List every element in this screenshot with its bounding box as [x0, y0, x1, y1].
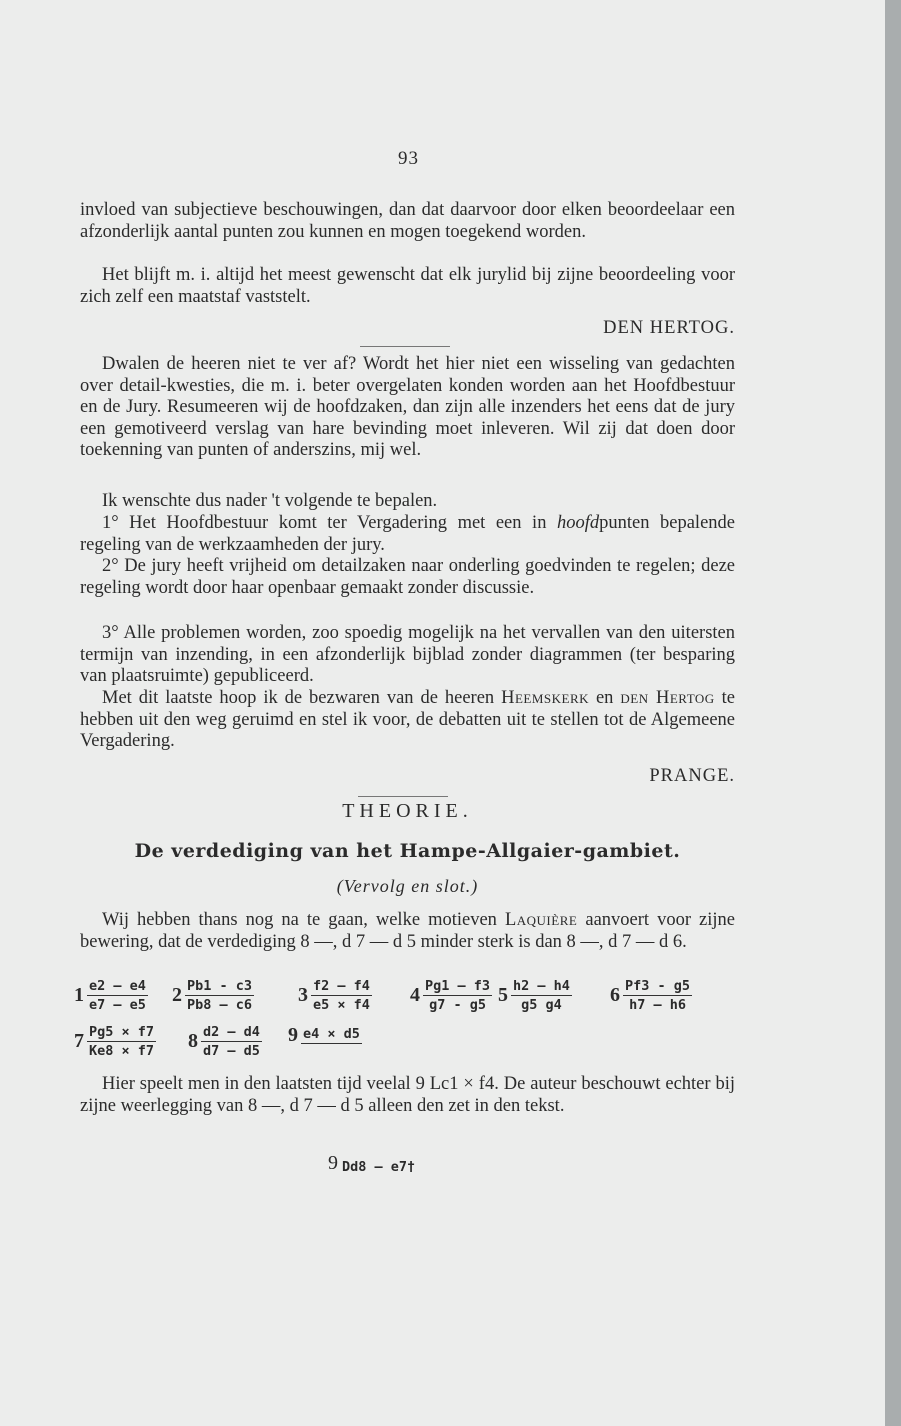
move-number: 3: [298, 984, 308, 1006]
paragraph-8-a: Met dit laatste hoop ik de bezwaren van de heeren: [102, 688, 502, 708]
move-fraction: [87, 1024, 156, 1059]
white-move: d2 – d4: [203, 1024, 260, 1040]
white-move: h2 – h4: [513, 978, 570, 994]
move-7: [74, 1024, 156, 1059]
black-move: Pb8 – c6: [187, 997, 253, 1013]
black-move: h7 – h6: [629, 997, 686, 1013]
move-fraction: [511, 978, 572, 1013]
black-move: e7 – e5: [89, 997, 146, 1013]
name-den-hertog: den Hertog: [620, 688, 715, 708]
paragraph-10: Hier speelt men in den laatsten tijd veelal 9 Lc1 × f4. De auteur beschouwt echter bij zijne weerlegging van 8 —, d 7 — d 5 alleen den zet in den tekst.: [80, 1074, 735, 1116]
move-8: [188, 1024, 262, 1059]
white-move: Pf3 - g5: [625, 978, 691, 994]
black-move: e5 × f4: [313, 997, 370, 1013]
page-number: 93: [398, 148, 419, 169]
paragraph-2: Het blijft m. i. altijd het meest gewenscht dat elk jurylid bij zijne beoordeeling voor zich zelf een maatstaf vaststelt.: [80, 265, 735, 307]
final-move-number: 9: [328, 1152, 338, 1174]
black-move: d7 – d5: [203, 1043, 260, 1059]
move-fraction: [201, 1024, 262, 1059]
paragraph-3: Dwalen de heeren niet te ver af? Wordt het hier niet een wisseling van gedachten over detail-kwesties, die m. i. beter overgelaten konden worden aan het Hoofdbestuur en de Jury. Resumeeren wij de hoofdzaken, dan zijn alle inzenders het eens dat de jury een gemotiveerd verslag van hare bevinding moet inleveren. Wil zij dat doen door toekenning van punten of anderszins, mij wel.: [80, 354, 735, 460]
move-6: [610, 978, 692, 1013]
paragraph-9-a: Wij hebben thans nog na te gaan, welke motieven: [102, 910, 505, 930]
move-5: [498, 978, 572, 1013]
separator-rule-2: [358, 796, 448, 797]
move-fraction: [301, 1026, 362, 1045]
white-move: Pb1 - c3: [187, 978, 253, 994]
section-note: (Vervolg en slot.): [336, 876, 479, 896]
white-move: f2 – f4: [313, 978, 370, 994]
move-number: 9: [288, 1024, 298, 1046]
paragraph-5-a: 1° Het Hoofdbestuur komt ter Vergadering met een in: [102, 513, 557, 533]
move-9: [288, 1024, 362, 1047]
move-number: 8: [188, 1030, 198, 1052]
paragraph-9-b: aanvoert voor zijne bewering, dat de verdediging 8 —, d 7 — d 5 minder sterk is dan 8 —, d 7 — d 6.: [80, 910, 735, 952]
move-fraction: [185, 978, 254, 1013]
final-move-black: Dd8 — e7†: [342, 1159, 416, 1175]
move-fraction: [623, 978, 692, 1013]
move-1: [74, 978, 148, 1013]
black-move: Ke8 × f7: [89, 1043, 155, 1059]
white-move: Pg5 × f7: [89, 1024, 155, 1040]
move-number: 4: [410, 984, 420, 1006]
move-fraction: [311, 978, 372, 1013]
move-number: 6: [610, 984, 620, 1006]
move-list: [74, 978, 760, 1088]
page-edge: [885, 0, 901, 1426]
move-3: [298, 978, 372, 1013]
separator-rule: [360, 346, 450, 347]
move-number: 7: [74, 1030, 84, 1052]
paragraph-8-b: en: [589, 688, 621, 708]
move-fraction: [423, 978, 492, 1013]
paragraph-9: [80, 910, 735, 953]
signature-prange: PRANGE.: [649, 766, 735, 786]
black-move: g7 - g5: [429, 997, 486, 1013]
name-laquiere: Laquière: [504, 910, 578, 930]
move-fraction: [87, 978, 148, 1013]
move-number: 5: [498, 984, 508, 1006]
paragraph-6: 2° De jury heeft vrijheid om detailzaken naar onderling goedvinden te regelen; deze regeling wordt door haar openbaar gemaakt zonder discussie.: [80, 556, 735, 598]
paragraph-8: [80, 688, 735, 753]
black-move: g5 g4: [521, 997, 562, 1013]
white-move: Pg1 – f3: [425, 978, 491, 994]
paragraph-1: invloed van subjectieve beschouwingen, dan dat daarvoor door elken beoordeelaar een afzonderlijk aantal punten zou kunnen en mogen toegekend worden.: [80, 200, 735, 242]
move-number: 2: [172, 984, 182, 1006]
paragraph-8-c: te hebben uit den weg geruimd en stel ik voor, de debatten uit te stellen tot de Algemeene Vergadering.: [80, 688, 735, 751]
paragraph-7: 3° Alle problemen worden, zoo spoedig mogelijk na het vervallen van den uitersten termijn van inzending, in een afzonderlijk bijblad zonder diagrammen (ter besparing van plaatsruimte) gepubliceerd.: [80, 623, 735, 686]
move-number: 1: [74, 984, 84, 1006]
section-title: THEORIE.: [342, 800, 473, 822]
move-4: [410, 978, 492, 1013]
paragraph-5-emphasis: hoofd: [556, 513, 600, 533]
black-move: [329, 1044, 333, 1045]
white-move: e4 × d5: [303, 1026, 360, 1042]
paragraph-4: Ik wenschte dus nader 't volgende te bepalen.: [102, 491, 438, 511]
move-2: [172, 978, 254, 1013]
white-move: e2 – e4: [89, 978, 146, 994]
section-subtitle: De verdediging van het Hampe-Allgaier-gambiet.: [134, 840, 681, 862]
paragraph-5: [80, 513, 735, 556]
signature-den-hertog: DEN HERTOG.: [603, 318, 735, 338]
final-move: [328, 1152, 415, 1175]
paragraph-5-b: punten bepalende regeling van de werkzaamheden der jury.: [80, 513, 735, 555]
name-heemskerk: Heemskerk: [501, 688, 590, 708]
